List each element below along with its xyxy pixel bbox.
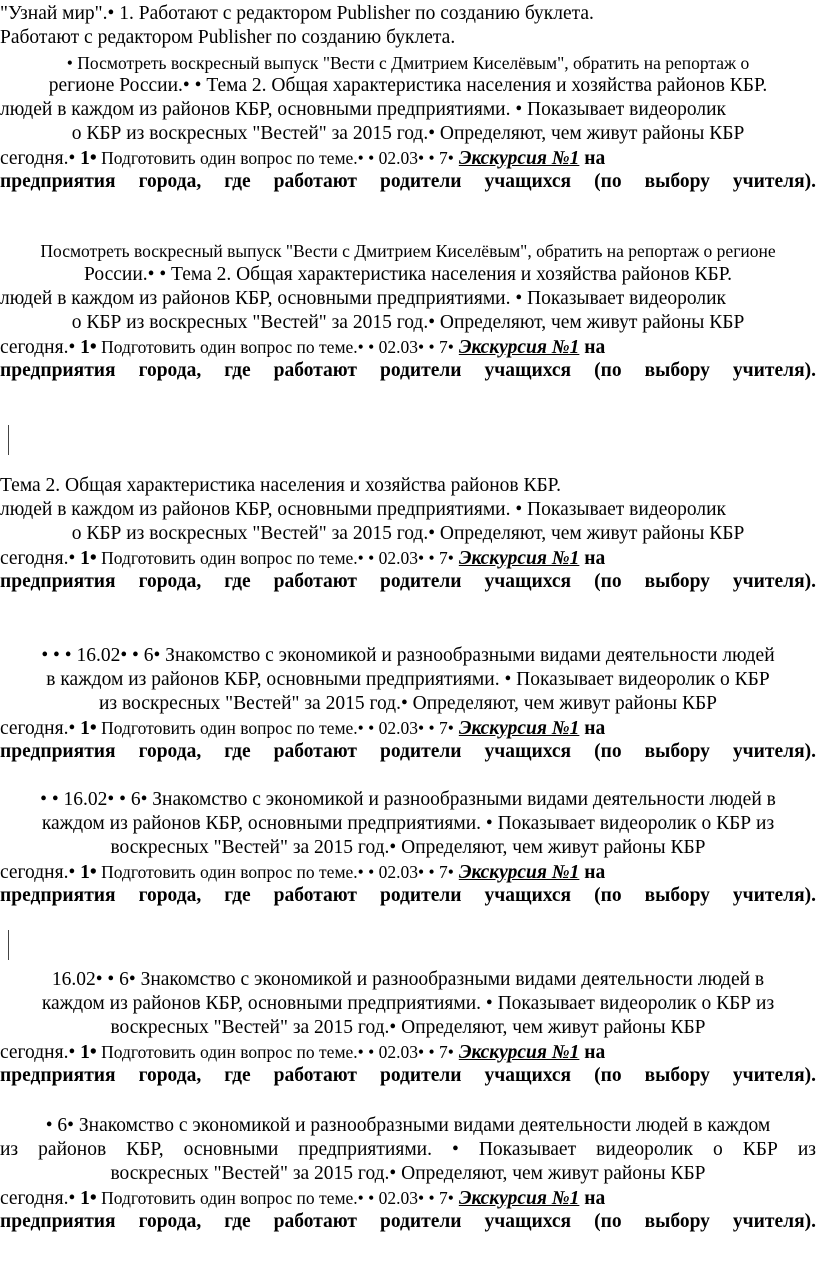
today-text: сегодня.• bbox=[0, 337, 76, 358]
prepare-text: Подготовить один вопрос по теме.• • 02.03• • 7• bbox=[96, 1188, 454, 1208]
people-line: людей в каждом из районов КБР, основными предприятиями. • Показывает видеоролик bbox=[0, 99, 727, 120]
people-line-a: в каждом из районов КБР, основными предприятиями. • Показывает видеоролик о КБР bbox=[46, 669, 770, 690]
enterprises-line: предприятия города, где работают родители учащихся (по выбору учителя). bbox=[0, 1211, 816, 1232]
enterprises-line: предприятия города, где работают родители учащихся (по выбору учителя). bbox=[0, 885, 816, 906]
video-line-c: воскресных "Вестей" за 2015 год.• Определяют, чем живут районы КБР bbox=[110, 1017, 706, 1038]
today-line bbox=[0, 716, 816, 741]
one-text: 1• bbox=[75, 148, 97, 169]
watch-plain-line: Посмотреть воскресный выпуск "Вести с Дмитрием Киселёвым", обратить на репортаж о регионе bbox=[40, 241, 776, 261]
prepare-text: Подготовить один вопрос по теме.• • 02.03• • 7• bbox=[96, 548, 454, 568]
today-line bbox=[0, 1186, 816, 1211]
video-line: о КБР из воскресных "Вестей" за 2015 год.• Определяют, чем живут районы КБР bbox=[71, 312, 745, 333]
one-text: 1• bbox=[75, 1188, 97, 1209]
date-line-c: 16.02• • 6• Знакомство с экономикой и разнообразными видами деятельности людей в bbox=[51, 969, 765, 990]
na-text: на bbox=[584, 337, 606, 358]
text-cursor bbox=[8, 930, 9, 960]
enterprises-line: предприятия города, где работают родители учащихся (по выбору учителя). bbox=[0, 171, 816, 192]
people-line-c: каждом из районов КБР, основными предприятиями. • Показывает видеоролик о КБР из bbox=[41, 993, 775, 1014]
na-text: на bbox=[584, 718, 606, 739]
video-line-a: из воскресных "Вестей" за 2015 год.• Определяют, чем живут районы КБР bbox=[98, 693, 718, 714]
enterprises-line: предприятия города, где работают родители учащихся (по выбору учителя). bbox=[0, 741, 816, 762]
enterprises-line: предприятия города, где работают родители учащихся (по выбору учителя). bbox=[0, 571, 816, 592]
today-text: сегодня.• bbox=[0, 718, 76, 739]
one-text: 1• bbox=[75, 862, 97, 883]
today-text: сегодня.• bbox=[0, 1042, 76, 1063]
prepare-text: Подготовить один вопрос по теме.• • 02.03• • 7• bbox=[96, 862, 454, 882]
enterprises-line: предприятия города, где работают родители учащихся (по выбору учителя). bbox=[0, 360, 816, 381]
today-text: сегодня.• bbox=[0, 862, 76, 883]
na-text: на bbox=[584, 548, 606, 569]
people-line: людей в каждом из районов КБР, основными предприятиями. • Показывает видеоролик bbox=[0, 499, 727, 520]
one-text: 1• bbox=[75, 718, 97, 739]
topic-line: Тема 2. Общая характеристика населения и хозяйства районов КБР. bbox=[0, 475, 561, 496]
video-line-d: воскресных "Вестей" за 2015 год.• Определяют, чем живут районы КБР bbox=[110, 1163, 706, 1184]
one-text: 1• bbox=[75, 1042, 97, 1063]
people-line: людей в каждом из районов КБР, основными предприятиями. • Показывает видеоролик bbox=[0, 288, 727, 309]
today-line bbox=[0, 1040, 816, 1065]
text-cursor bbox=[8, 425, 9, 455]
na-text: на bbox=[584, 1188, 606, 1209]
today-line bbox=[0, 335, 816, 360]
today-line bbox=[0, 146, 816, 171]
excursion-link[interactable]: Экскурсия №1 bbox=[458, 1188, 580, 1209]
date-line-a: • • • 16.02• • 6• Знакомство с экономикой и разнообразными видами деятельности людей bbox=[41, 645, 775, 666]
na-text: на bbox=[584, 1042, 606, 1063]
prepare-text: Подготовить один вопрос по теме.• • 02.03• • 7• bbox=[96, 1042, 454, 1062]
video-line: о КБР из воскресных "Вестей" за 2015 год.• Определяют, чем живут районы КБР bbox=[71, 123, 745, 144]
people-line-b: каждом из районов КБР, основными предприятиями. • Показывает видеоролик о КБР из bbox=[41, 813, 775, 834]
russia-topic-line: России.• • Тема 2. Общая характеристика населения и хозяйства районов КБР. bbox=[83, 264, 732, 285]
today-line bbox=[0, 860, 816, 885]
date-line-b: • • 16.02• • 6• Знакомство с экономикой и разнообразными видами деятельности людей в bbox=[40, 789, 776, 810]
excursion-link[interactable]: Экскурсия №1 bbox=[458, 862, 580, 883]
watch-bullet-line: • Посмотреть воскресный выпуск "Вести с Дмитрием Киселёвым", обратить на репортаж о bbox=[66, 53, 750, 73]
first-line: "Узнай мир".• 1. Работают с редактором Publisher по созданию буклета. bbox=[0, 3, 594, 24]
video-line: о КБР из воскресных "Вестей" за 2015 год.• Определяют, чем живут районы КБР bbox=[71, 523, 745, 544]
region-topic-line: регионе России.• • Тема 2. Общая характеристика населения и хозяйства районов КБР. bbox=[48, 75, 768, 96]
video-line-b: воскресных "Вестей" за 2015 год.• Определяют, чем живут районы КБР bbox=[110, 837, 706, 858]
excursion-link[interactable]: Экскурсия №1 bbox=[458, 548, 580, 569]
today-line bbox=[0, 546, 816, 571]
excursion-link[interactable]: Экскурсия №1 bbox=[458, 1042, 580, 1063]
prepare-text: Подготовить один вопрос по теме.• • 02.03• • 7• bbox=[96, 718, 454, 738]
na-text: на bbox=[584, 862, 606, 883]
today-text: сегодня.• bbox=[0, 1188, 76, 1209]
excursion-link[interactable]: Экскурсия №1 bbox=[458, 148, 580, 169]
enterprises-line: предприятия города, где работают родители учащихся (по выбору учителя). bbox=[0, 1065, 816, 1086]
today-text: сегодня.• bbox=[0, 148, 76, 169]
excursion-link[interactable]: Экскурсия №1 bbox=[458, 337, 580, 358]
date-line-d: • 6• Знакомство с экономикой и разнообразными видами деятельности людей в каждом bbox=[45, 1115, 771, 1136]
people-line-d: из районов КБР, основными предприятиями. • Показывает видеоролик о КБР из bbox=[0, 1139, 816, 1160]
excursion-link[interactable]: Экскурсия №1 bbox=[458, 718, 580, 739]
na-text: на bbox=[584, 148, 606, 169]
one-text: 1• bbox=[75, 337, 97, 358]
one-text: 1• bbox=[75, 548, 97, 569]
today-text: сегодня.• bbox=[0, 548, 76, 569]
repeat-line: Работают с редактором Publisher по созданию буклета. bbox=[0, 27, 456, 48]
prepare-text: Подготовить один вопрос по теме.• • 02.03• • 7• bbox=[96, 148, 454, 168]
prepare-text: Подготовить один вопрос по теме.• • 02.03• • 7• bbox=[96, 337, 454, 357]
